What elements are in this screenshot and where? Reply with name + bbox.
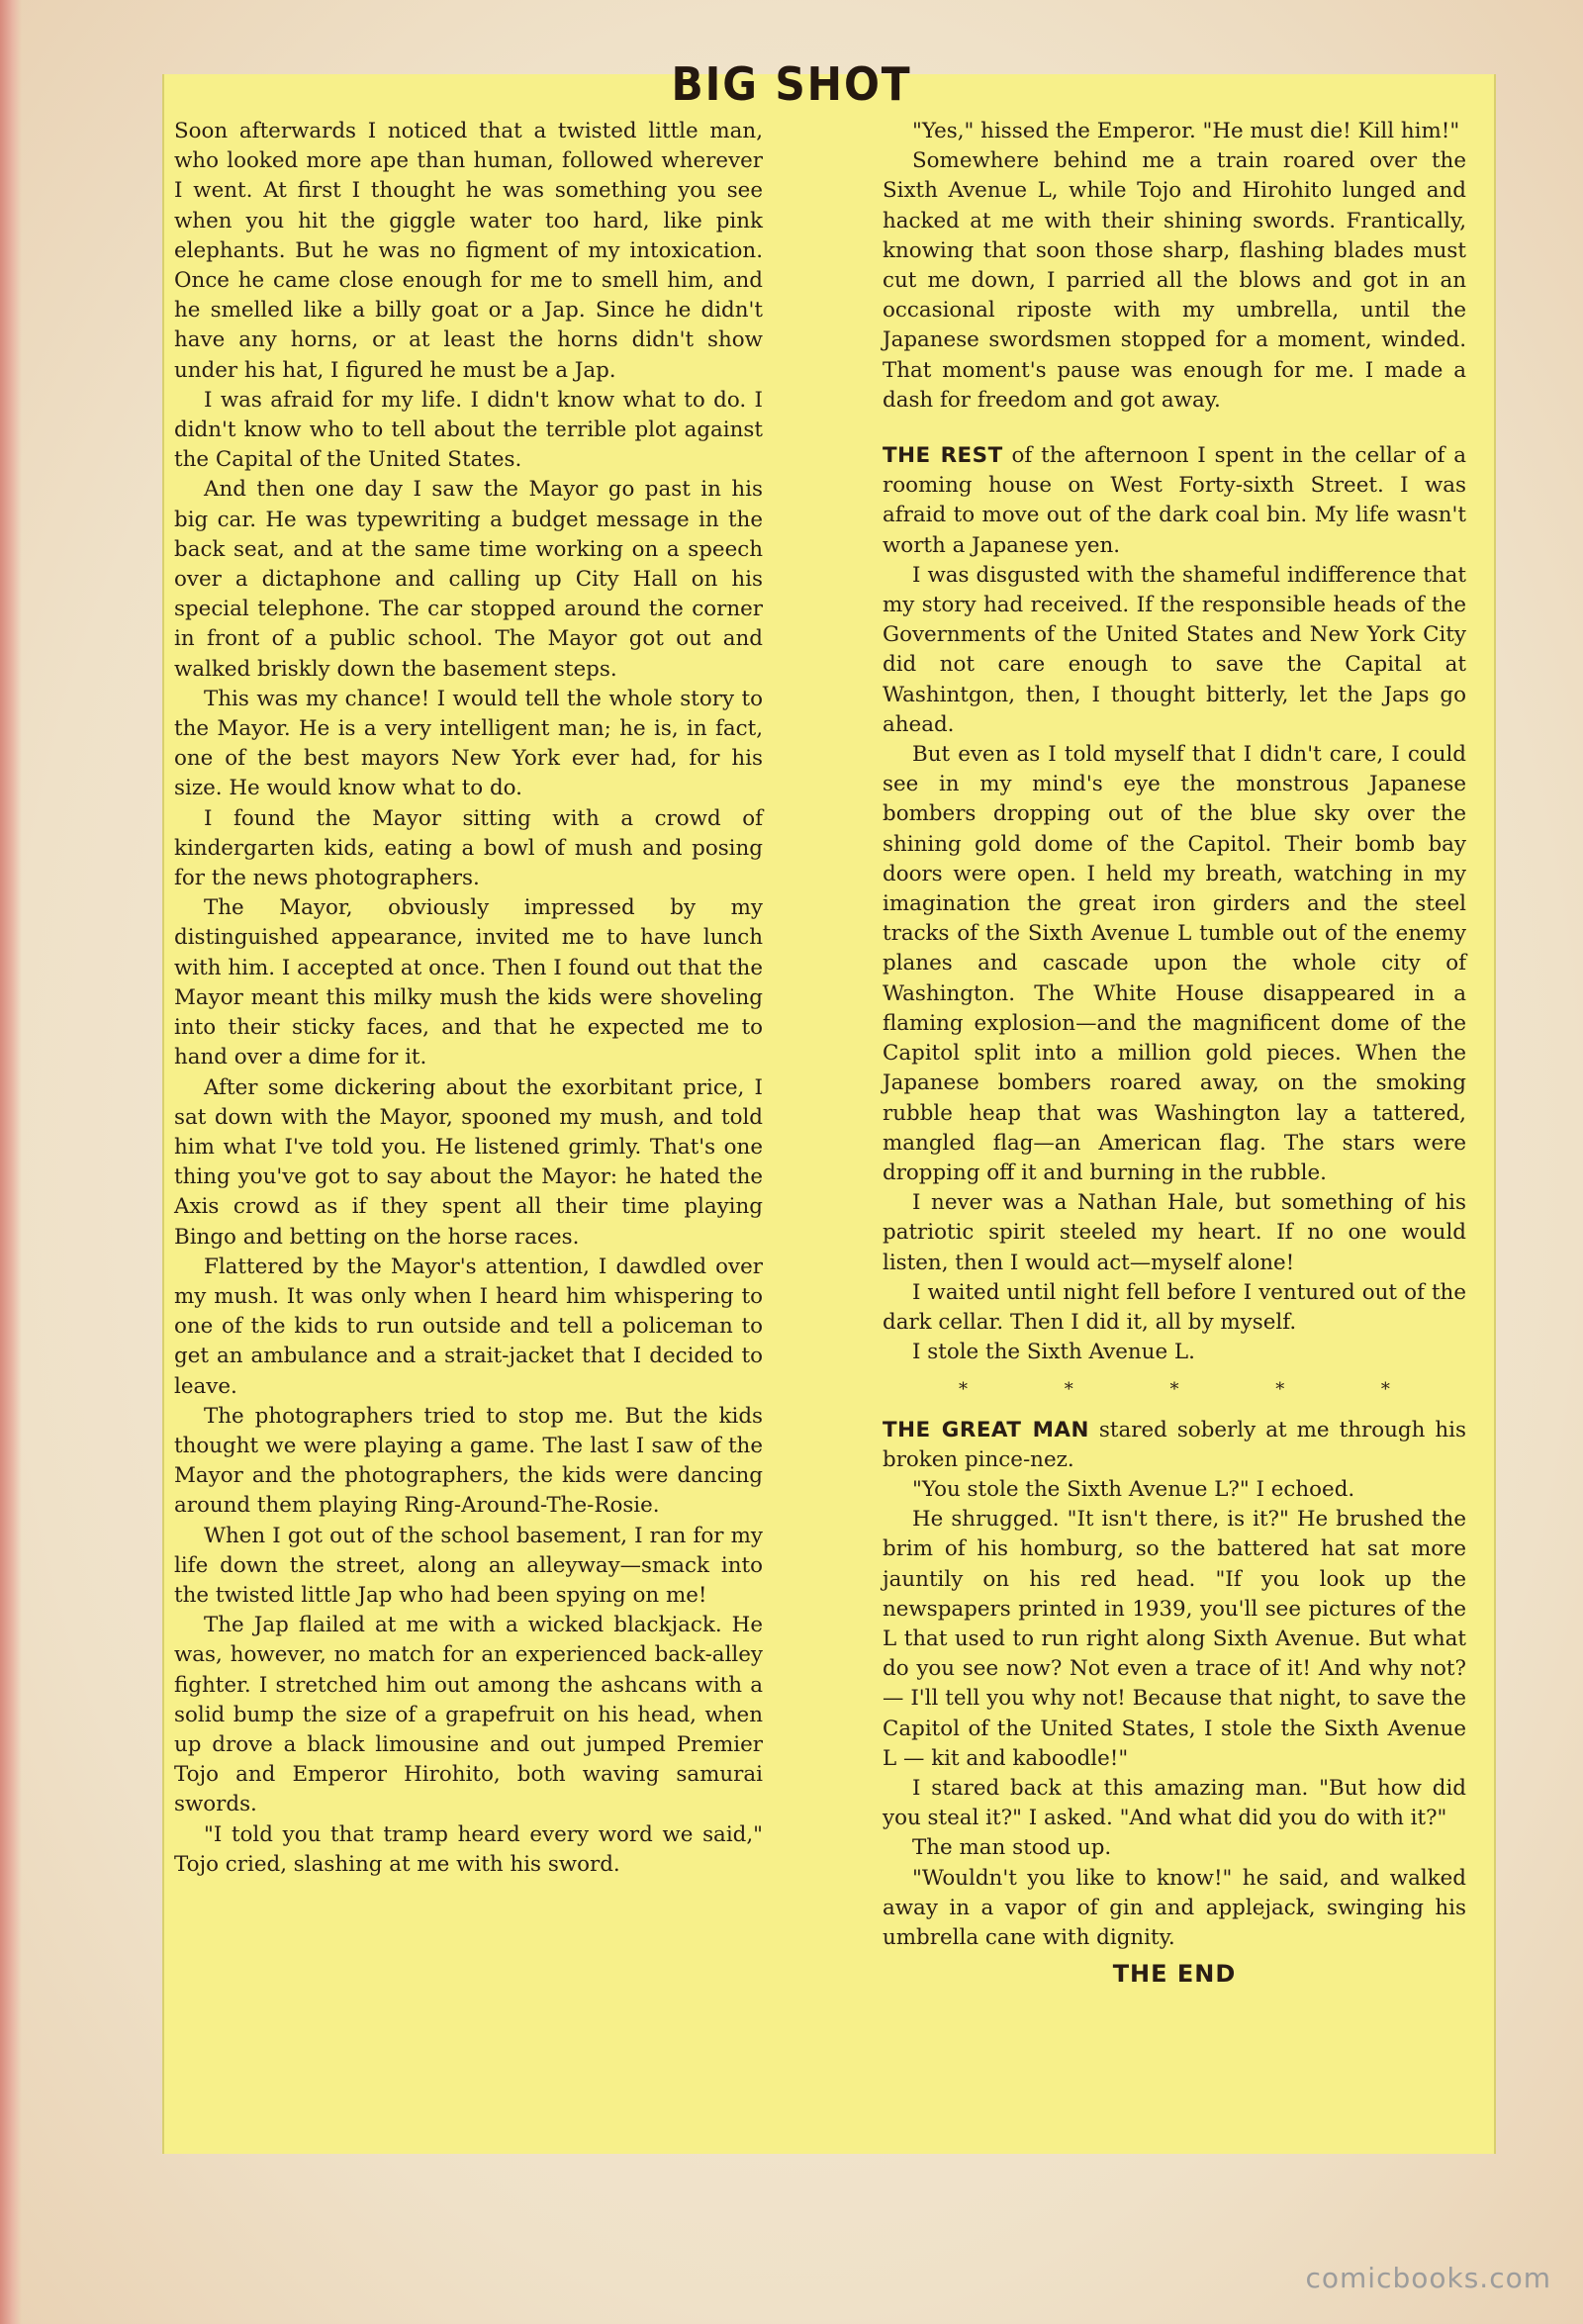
paragraph: I found the Mayor sitting with a crowd of kindergarten kids, eating a bowl of mush and posing for the news photographers. (174, 805, 763, 891)
watermark: comicbooks.com (1305, 2262, 1551, 2294)
paragraph: Somewhere behind me a train roared over the Sixth Avenue L, while Tojo and Hirohito lunged and hacked at me with their shining swords. Frantically, knowing that soon those sharp, flashing blades must cut me down, I parried all the blows and got in an occasional riposte with my umbrella, until the Japanese swordsmen stopped for a moment, winded. That moment's pause was enough for me. I made a dash for freedom and got away. (883, 148, 1466, 413)
paragraph: This was my chance! I would tell the whole story to the Mayor. He is a very intelligent man; he is, in fact, one of the best mayors New York ever had, for his size. He would know what to do. (174, 686, 763, 801)
the-end-label: THE END (1112, 1960, 1237, 1989)
paragraph: He shrugged. "It isn't there, is it?" He brushed the brim of his homburg, so the battered hat sat more jauntily on his red head. "If you look up the newspapers printed in 1939, you'll see pictures of the L that used to run right along Sixth Avenue. But what do you see now? Not even a trace of it! And why not? — I'll tell you why not! Because that night, to save the Capitol of the United States, I stole the Sixth Avenue L — kit and kaboodle!" (883, 1507, 1466, 1771)
section-divider: * * * * * (959, 1379, 1436, 1401)
left-column (174, 117, 763, 1880)
paragraph: I was disgusted with the shameful indifference that my story had received. If the responsible heads of the Governments of the United States and New York City did not care enough to save the Capital at Washintgon, then, I thought bitterly, let the Japs go ahead. (883, 562, 1466, 737)
section-text: of the afternoon I spent in the cellar of a rooming house on West Forty-sixth Street. I was afraid to move out of the dark coal bin. My life wasn't worth a Japanese yen. (883, 443, 1466, 558)
section-lead: THE GREAT MAN (883, 1417, 1089, 1442)
paragraph: I stared back at this amazing man. "But how did you steal it?" I asked. "And what did you do with it?" (883, 1775, 1466, 1831)
paragraph: "I told you that tramp heard every word we said," Tojo cried, slashing at me with his sword. (174, 1821, 763, 1877)
right-column (883, 117, 1466, 1989)
paragraph: Flattered by the Mayor's attention, I dawdled over my mush. It was only when I heard him whispering to one of the kids to run outside and tell a policeman to get an ambulance and a strait-jacket that I decided to leave. (174, 1254, 763, 1399)
section-great-man-paragraph (883, 1416, 1466, 1475)
paragraph: I was afraid for my life. I didn't know what to do. I didn't know who to tell about the terrible plot against the Capital of the United States. (174, 387, 763, 473)
paragraph: But even as I told myself that I didn't care, I could see in my mind's eye the monstrous Japanese bombers dropping out of the blue sky over the shining gold dome of the Capitol. Their bomb bay doors were open. I held my breath, watching in my imagination the great iron girders and the steel tracks of the Sixth Avenue L tumble out of the enemy planes and cascade upon the whole city of Washington. The White House disappeared in a flaming explosion—and the magnificent dome of the Capitol split into a million gold pieces. When the Japanese bombers roared away, on the smoking rubble heap that was Washington lay a tattered, mangled flag—an American flag. The stars were dropping off it and burning in the rubble. (883, 742, 1466, 1185)
paragraph: The Mayor, obviously impressed by my distinguished appearance, invited me to have lunch with him. I accepted at once. Then I found out that the Mayor meant this milky mush the kids were shoveling into their sticky faces, and that he expected me to hand over a dime for it. (174, 895, 763, 1070)
page-title: BIG SHOT (671, 57, 912, 111)
section-lead: THE REST (883, 443, 1003, 469)
paragraph: The Jap flailed at me with a wicked blackjack. He was, however, no match for an experienced back-alley fighter. I stretched him out among the ashcans with a solid bump the size of a grapefruit on his head, when up drove a black limousine and out jumped Premier Tojo and Emperor Hirohito, both waving samurai swords. (174, 1613, 763, 1817)
paragraph: After some dickering about the exorbitant price, I sat down with the Mayor, spooned my mush, and told him what I've told you. He listened grimly. That's one thing you've got to say about the Mayor: he hated the Axis crowd as if they spent all their time playing Bingo and betting on the horse races. (174, 1074, 763, 1250)
paragraph: "You stole the Sixth Avenue L?" I echoed. (912, 1476, 1355, 1502)
paragraph: The man stood up. (912, 1835, 1112, 1861)
section-text: stared soberly at me through his broken pince-nez. (883, 1417, 1466, 1472)
paragraph: I stole the Sixth Avenue L. (912, 1340, 1195, 1365)
section-rest-paragraph (883, 441, 1466, 561)
page-edge (0, 0, 22, 2324)
paragraph: I waited until night fell before I ventured out of the dark cellar. Then I did it, all by myself. (883, 1279, 1466, 1335)
paragraph: The photographers tried to stop me. But the kids thought we were playing a game. The last I saw of the Mayor and the photographers, the kids were dancing around them playing Ring-Around-The-Rosie. (174, 1403, 763, 1519)
paragraph: Soon afterwards I noticed that a twisted little man, who looked more ape than human, followed wherever I went. At first I thought he was something you see when you hit the giggle water too hard, like pink elephants. But he was no figment of my intoxication. Once he came close enough for me to smell him, and he smelled like a billy goat or a Jap. Since he didn't have any horns, or at least the horns didn't show under his hat, I figured he must be a Jap. (174, 119, 763, 383)
paragraph: I never was a Nathan Hale, but something of his patriotic spirit steeled my heart. If no one would listen, then I would act—myself alone! (883, 1190, 1466, 1275)
paragraph: "Yes," hissed the Emperor. "He must die! Kill him!" (912, 119, 1460, 143)
paragraph: And then one day I saw the Mayor go past in his big car. He was typewriting a budget message in the back seat, and at the same time working on a speech over a dictaphone and calling up City Hall on his special telephone. The car stopped around the corner in front of a public school. The Mayor got out and walked briskly down the basement steps. (174, 477, 763, 682)
paragraph: When I got out of the school basement, I ran for my life down the street, along an alleyway—smack into the twisted little Jap who had been spying on me! (174, 1523, 763, 1608)
paragraph: "Wouldn't you like to know!" he said, and walked away in a vapor of gin and applejack, swinging his umbrella cane with dignity. (883, 1865, 1466, 1950)
